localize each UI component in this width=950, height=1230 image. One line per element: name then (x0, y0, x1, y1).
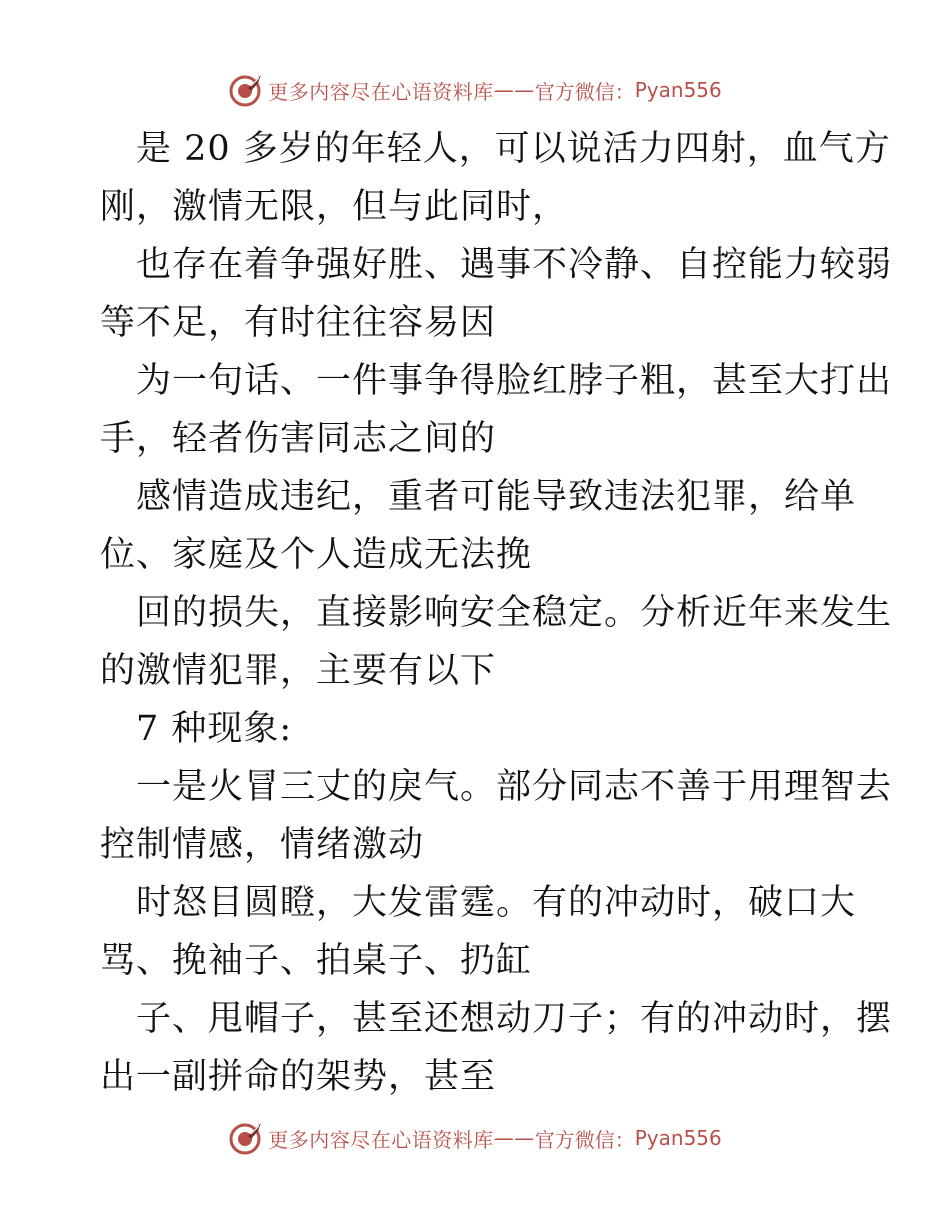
footer-separator: —— (493, 1126, 535, 1150)
text-line: 控制情感，情绪激动 (100, 825, 425, 865)
text-line: 出一副拼命的架势，甚至 (100, 1057, 497, 1097)
header-wechat-id: Pyan556 (634, 78, 722, 102)
text-line: 的激情犯罪，主要有以下 (100, 651, 497, 691)
footer-wechat-id: Pyan556 (634, 1126, 722, 1150)
footer-banner (0, 1118, 950, 1158)
text-line: 感情造成违纪，重者可能导致违法犯罪，给单 (136, 477, 857, 517)
quill-circle-logo-icon (228, 72, 264, 108)
header-wechat-label: 官方微信： (534, 79, 635, 104)
text-line: 7 种现象: (136, 709, 293, 749)
text-line: 一是火冒三丈的戾气。部分同志不善于用理智去 (136, 767, 893, 807)
text-line: 回的损失，直接影响安全稳定。分析近年来发生 (136, 593, 893, 633)
quill-circle-logo-icon (228, 1120, 264, 1156)
text-line: 子、甩帽子，甚至还想动刀子；有的冲动时，摆 (136, 999, 893, 1039)
text-line: 手，轻者伤害同志之间的 (100, 419, 497, 459)
footer-site-text: 更多内容尽在心语资料库 (268, 1127, 494, 1152)
text-line: 骂、挽袖子、拍桌子、扔缸 (100, 941, 533, 981)
header-banner (0, 70, 950, 110)
header-separator: —— (493, 78, 535, 102)
text-line: 位、家庭及个人造成无法挽 (100, 535, 533, 575)
text-line: 时怒目圆瞪，大发雷霆。有的冲动时，破口大 (136, 883, 857, 923)
footer-wechat-label: 官方微信： (534, 1127, 635, 1152)
text-line: 等不足，有时往往容易因 (100, 303, 497, 343)
text-line: 刚，激情无限，但与此同时， (100, 187, 569, 227)
text-line: 为一句话、一件事争得脸红脖子粗，甚至大打出 (136, 361, 893, 401)
header-site-text: 更多内容尽在心语资料库 (268, 79, 494, 104)
text-line: 是 20 多岁的年轻人，可以说活力四射，血气方 (136, 129, 891, 169)
text-line: 也存在着争强好胜、遇事不冷静、自控能力较弱 (136, 245, 893, 285)
